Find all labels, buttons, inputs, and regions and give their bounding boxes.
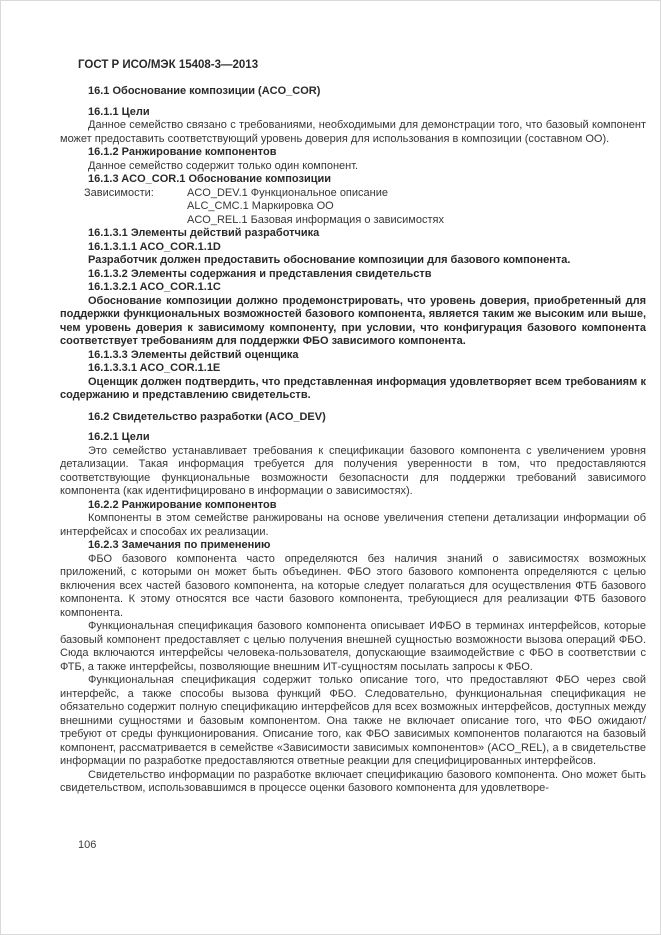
requirement-aco-cor-1-1c: Обоснование композиции должно продемонстрировать, что уровень доверия, приобретенный для поддержки функциональных возможностей базового компонента, является таким же высоким или выше, чем уровень доверия к зависимому компоненту, при условии, что конфигурация базового компонента соответствует требованиям для поддержки ФБО зависимого компонента. (60, 294, 646, 347)
paragraph-16-1-2: Данное семейство содержит только один компонент. (88, 159, 359, 172)
section-heading-16-2-3: 16.2.3 Замечания по применению (88, 539, 271, 551)
section-heading-16-1-3-2: 16.1.3.2 Элементы содержания и представления свидетельств (88, 267, 432, 280)
paragraph-16-1-1: Данное семейство связано с требованиями, необходимыми для демонстрации того, что базовый компонент может предоставить соответствующий уровень доверия для использования в композиции (составном ОО). (60, 119, 646, 145)
dependency-item: ACO_REL.1 Базовая информация о зависимостях (187, 213, 444, 226)
dependency-item: ACO_DEV.1 Функциональное описание (187, 186, 388, 199)
paragraph-16-2-3-2: Функциональная спецификация базового компонента описывает ИФБО в терминах интерфейсов, которые базовый компонент предоставляет с целью получения внешней сущностью возможности вызова операций ФБО. Сюда включаются интерфейсы человека-пользователя, допускающие взаимодействие с ФБО в соответствии с ФТБ, а также интерфейсы, позволяющие внешним ИТ-сущностям посылать запросы к ФБО. (60, 620, 646, 673)
section-heading-16-2-1: 16.2.1 Цели (88, 431, 150, 443)
paragraph-16-2-3-4: Свидетельство информации по разработке включает спецификацию базового компонента. Оно может быть свидетельством, использовавшимся в процессе оценки базового компонента для удовлетворе- (60, 768, 646, 794)
requirement-aco-cor-1-1e: Оценщик должен подтвердить, что представленная информация удовлетворяет всем требованиям к содержанию и представлению свидетельств. (60, 375, 646, 401)
paragraph-16-2-2: Компоненты в этом семействе ранжированы на основе увеличения степени детализации информации об интерфейсах и способах их реализации. (60, 512, 646, 538)
document-header-title: ГОСТ Р ИСО/МЭК 15408-3—2013 (78, 59, 259, 71)
section-heading-16-1-2: 16.1.2 Ранжирование компонентов (88, 146, 277, 158)
paragraph-16-2-1: Это семейство устанавливает требования к спецификации базового компонента с увеличением уровня детализации. Такая информация требуется для получения уверенности в том, что предоставляются соответствующие функциональные возможности безопасности для поддержки требований зависимого компонента (как идентифицировано в информации о зависимостях). (60, 444, 646, 497)
section-heading-16-2: 16.2 Свидетельство разработки (ACO_DEV) (88, 410, 326, 423)
document-content (60, 58, 646, 796)
paragraph-16-2-3-3: Функциональная спецификация содержит только описание того, что предоставляют ФБО через свой интерфейс, а также способы вызова функций ФБО. Следовательно, функциональная спецификация не обязательно содержит полную спецификацию интерфейсов для всех возможных интерфейсов, доступных между внешними сущностями и базовым компонентом. Она также не включает описание того, что ФБО ожидают/требуют от среды функционирования. Описание того, как ФБО зависимых компонентов полагаются на базовый компонент, рассматривается в семействе «Зависимости зависимых компонентов» (ACO_REL), а в свидетельстве информации по разработке предоставляются ответные реакции для специфицированных интерфейсов. (60, 674, 646, 767)
page-number: 106 (78, 839, 97, 851)
dependencies-block (60, 187, 646, 228)
section-heading-16-1: 16.1 Обоснование композиции (ACO_COR) (88, 85, 321, 97)
section-heading-16-2-2: 16.2.2 Ранжирование компонентов (88, 498, 277, 511)
section-heading-16-1-3: 16.1.3 ACO_COR.1 Обоснование композиции (88, 173, 331, 185)
section-heading-16-1-3-2-1: 16.1.3.2.1 ACO_COR.1.1C (88, 281, 221, 293)
dependencies-label: Зависимости: (84, 186, 154, 199)
section-heading-16-1-3-1-1: 16.1.3.1.1 ACO_COR.1.1D (88, 240, 221, 253)
section-heading-16-1-3-3-1: 16.1.3.3.1 ACO_COR.1.1E (88, 362, 221, 374)
dependency-item: ALC_CMC.1 Маркировка ОО (187, 200, 334, 212)
section-heading-16-1-3-1: 16.1.3.1 Элементы действий разработчика (88, 227, 320, 239)
paragraph-16-2-3-1: ФБО базового компонента часто определяются без наличия знаний о зависимостях возможных приложений, с которыми он может быть объединен. ФБО этого базового компонента определяются с целью включения всех частей базового компонента, на которые следует полагаться для осуществления ФТБ базового компонента. К этому относятся все части базового компонента, требующиеся для реализации ФТБ базового компонента. (60, 552, 646, 619)
requirement-aco-cor-1-1d: Разработчик должен предоставить обоснование композиции для базового компонента. (88, 254, 571, 266)
section-heading-16-1-1: 16.1.1 Цели (88, 105, 150, 118)
section-heading-16-1-3-3: 16.1.3.3 Элементы действий оценщика (88, 348, 299, 361)
